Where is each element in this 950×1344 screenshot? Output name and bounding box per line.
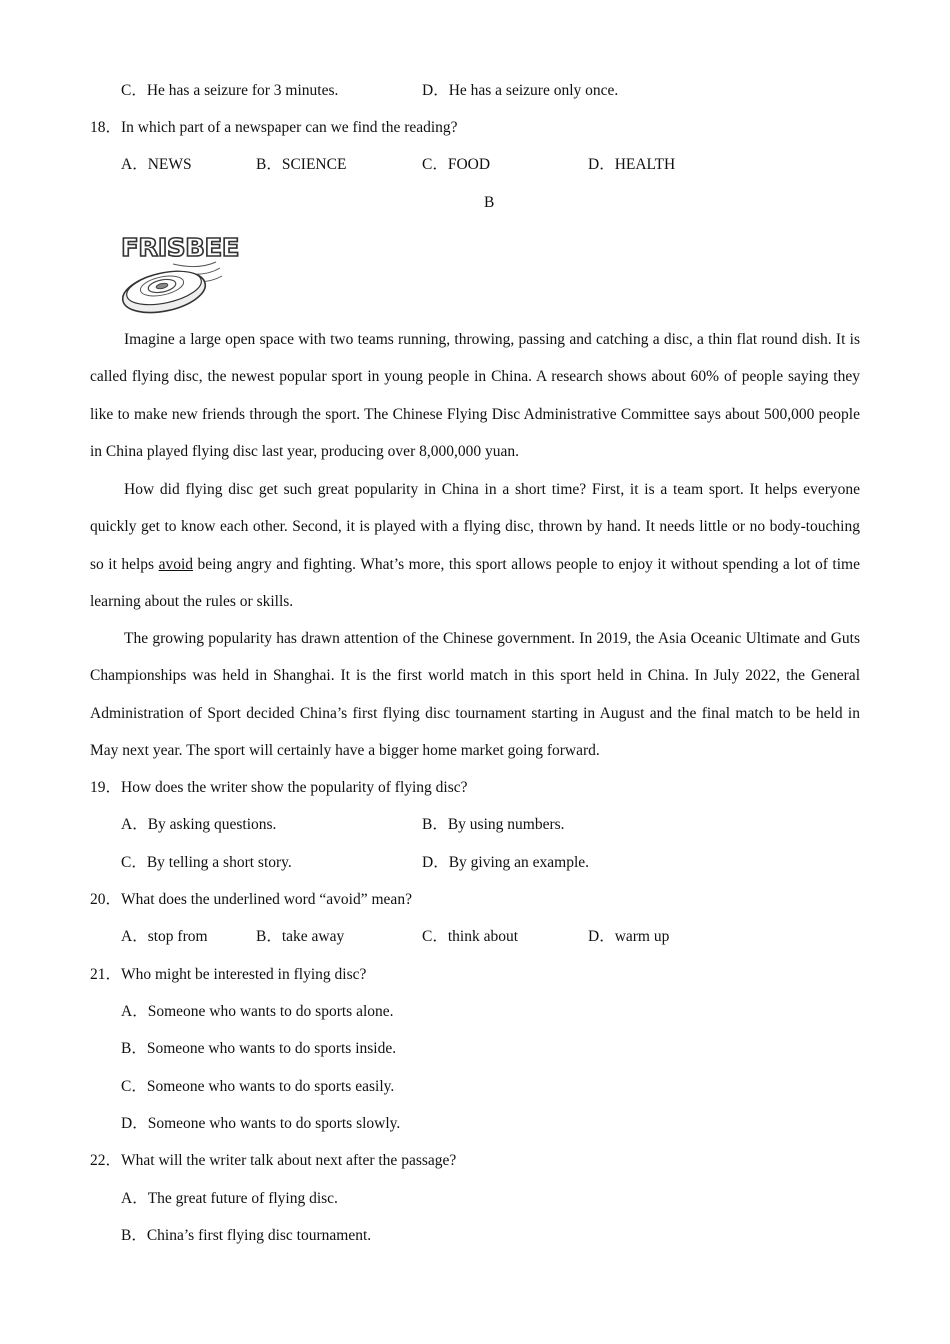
q18-stem: 18．In which part of a newspaper can we find the reading? [90, 119, 458, 136]
q19-stem: 19．How does the writer show the popularity of flying disc? [90, 779, 468, 796]
q17-option-c: C．He has a seizure for 3 minutes. [121, 82, 339, 99]
section-label: B [484, 194, 495, 211]
frisbee-logo-image [118, 222, 244, 318]
passage-paragraph-2-before: How did flying disc get such great popularity in China in a short time? First, it is a team sport. It helps everyone quickly get to know each other. Second, it is played with a flying disc, thrown by hand. It needs little or no body-touching so it helps [90, 481, 860, 573]
q20-option-b: B．take away [256, 928, 345, 945]
q19-option-a: A．By asking questions. [121, 816, 277, 833]
q21-option-a: A．Someone who wants to do sports alone. [121, 1003, 394, 1020]
passage-paragraph-1: Imagine a large open space with two teams running, throwing, passing and catching a disc, a thin flat round dish. It is called flying disc, the newest popular sport in young people in China. A research shows about 60% of people saying they like to make new friends through the sport. The Chinese Flying Disc Administrative Committee says about 500,000 people in China played flying disc last year, producing over 8,000,000 yuan. [90, 331, 860, 460]
q19-option-d: D．By giving an example. [422, 854, 590, 871]
q22-option-b: B．China’s first flying disc tournament. [121, 1227, 372, 1244]
q20-option-c: C．think about [422, 928, 519, 945]
q18-option-b: B．SCIENCE [256, 156, 347, 173]
q21-option-c: C．Someone who wants to do sports easily. [121, 1078, 395, 1095]
q21-option-d: D．Someone who wants to do sports slowly. [121, 1115, 401, 1132]
q22-stem: 22．What will the writer talk about next after the passage? [90, 1152, 457, 1169]
q20-option-a: A．stop from [121, 928, 208, 945]
q20-stem: 20．What does the underlined word “avoid” mean? [90, 891, 412, 908]
q21-stem: 21．Who might be interested in flying disc? [90, 966, 367, 983]
q19-option-c: C．By telling a short story. [121, 854, 292, 871]
passage-paragraph-3: The growing popularity has drawn attention of the Chinese government. In 2019, the Asia Oceanic Ultimate and Guts Championships was held in Shanghai. It is the first world match in this sport held in China. In July 2022, the General Administration of Sport decided China’s first flying disc tournament starting in August and the final match to be held in May next year. The sport will certainly have a bigger home market going forward. [90, 630, 860, 759]
q18-option-a: A．NEWS [121, 156, 192, 173]
q22-option-a: A．The great future of flying disc. [121, 1190, 338, 1207]
q20-option-d: D．warm up [588, 928, 670, 945]
frisbee-logo-text: FRISBEE [121, 233, 239, 262]
passage-paragraph-2-after: being angry and fighting. What’s more, this sport allows people to enjoy it without spending a lot of time learning about the rules or skills. [90, 555, 860, 610]
underlined-word-avoid: avoid [158, 555, 194, 573]
q21-option-b: B．Someone who wants to do sports inside. [121, 1040, 397, 1057]
q18-option-c: C．FOOD [422, 156, 491, 173]
q17-option-d: D．He has a seizure only once. [422, 82, 619, 99]
q19-option-b: B．By using numbers. [422, 816, 565, 833]
q18-option-d: D．HEALTH [588, 156, 676, 173]
passage-paragraph-2 [90, 471, 860, 620]
